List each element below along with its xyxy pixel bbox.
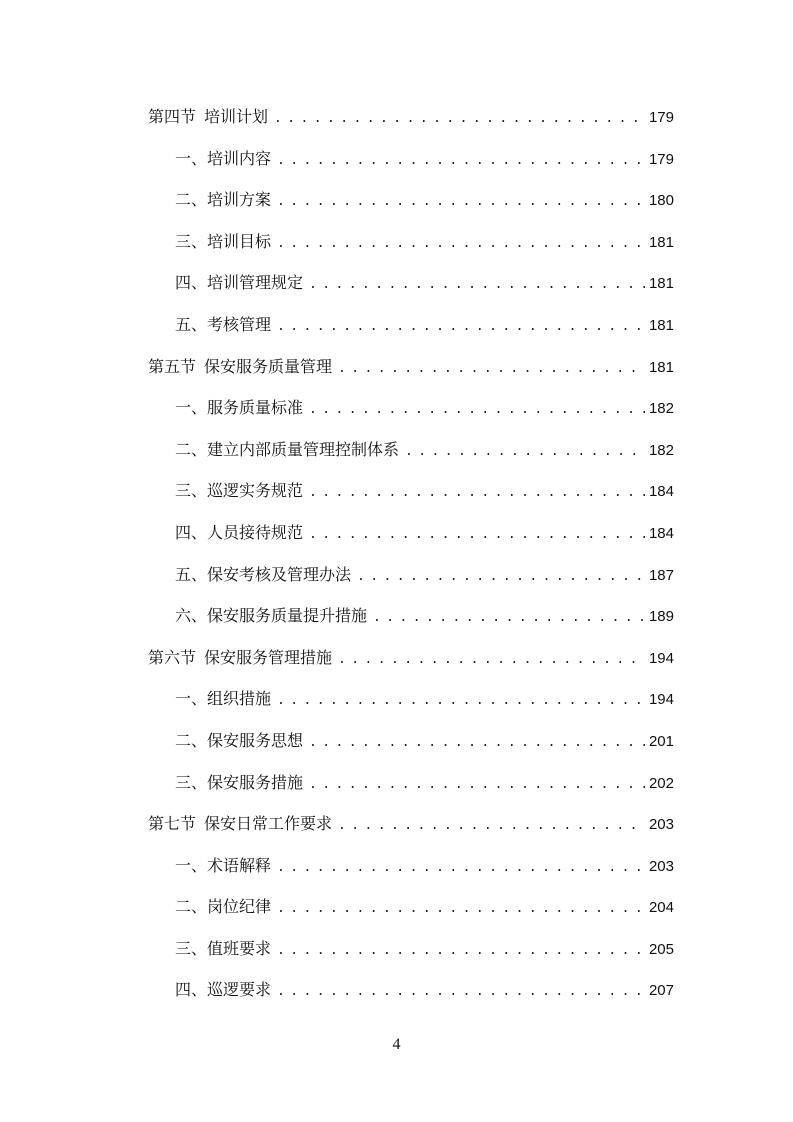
toc-subsection-row[interactable] (148, 886, 674, 928)
toc-dot-leader (309, 389, 645, 431)
toc-entry-title: 培训管理规定 (207, 273, 304, 293)
toc-subsection-row[interactable] (148, 221, 674, 263)
toc-subsection-row[interactable] (148, 262, 674, 304)
toc-entry-number: 四、 (175, 980, 208, 1000)
toc-entry-label (175, 762, 303, 804)
toc-dot-leader (357, 556, 645, 598)
toc-entry-label (175, 845, 271, 887)
toc-subsection-row[interactable] (148, 762, 674, 804)
toc-entry-number: 三、 (175, 231, 208, 251)
toc-entry-number: 二、 (175, 730, 208, 750)
toc-entry-label (175, 678, 271, 720)
toc-entry-title: 保安服务质量管理 (204, 356, 333, 376)
toc-entry-title: 服务质量标准 (207, 398, 304, 418)
toc-entry-title: 保安服务措施 (207, 772, 304, 792)
toc-subsection-row[interactable] (148, 138, 674, 180)
toc-entry-label (175, 595, 367, 637)
toc-dot-leader (277, 971, 645, 1013)
toc-subsection-row[interactable] (148, 595, 674, 637)
toc-entry-number: 一、 (175, 689, 208, 709)
toc-entry-number: 第七节 (148, 814, 197, 834)
toc-entry-label (175, 512, 303, 554)
toc-entry-title: 保安服务质量提升措施 (207, 606, 368, 626)
toc-entry-label (175, 221, 271, 263)
toc-entry-label (175, 179, 271, 221)
toc-entry-label (175, 138, 271, 180)
table-of-contents (148, 96, 674, 1011)
toc-dot-leader (309, 264, 645, 306)
toc-page-number: 201 (648, 732, 674, 750)
toc-page-number: 181 (648, 358, 674, 376)
toc-section-row[interactable] (148, 637, 674, 679)
toc-page-number: 184 (648, 483, 674, 501)
toc-page-number: 182 (648, 400, 674, 418)
toc-dot-leader (277, 140, 645, 182)
toc-entry-title: 考核管理 (207, 314, 272, 334)
toc-entry-label (175, 554, 351, 596)
toc-page-number: 180 (648, 192, 674, 210)
toc-entry-number: 四、 (175, 522, 208, 542)
toc-entry-label (175, 886, 271, 928)
toc-entry-label (148, 637, 332, 679)
toc-entry-title: 建立内部质量管理控制体系 (207, 439, 400, 459)
toc-subsection-row[interactable] (148, 554, 674, 596)
toc-subsection-row[interactable] (148, 429, 674, 471)
toc-page-number: 181 (648, 316, 674, 334)
toc-subsection-row[interactable] (148, 969, 674, 1011)
toc-entry-title: 巡逻要求 (207, 980, 272, 1000)
toc-dot-leader (309, 764, 645, 806)
toc-entry-number: 一、 (175, 398, 208, 418)
toc-entry-label (175, 304, 271, 346)
toc-entry-label (175, 470, 303, 512)
toc-section-row[interactable] (148, 96, 674, 138)
toc-dot-leader (309, 472, 645, 514)
toc-entry-title: 人员接待规范 (207, 522, 304, 542)
toc-entry-number: 第六节 (148, 647, 197, 667)
toc-dot-leader (338, 639, 645, 681)
toc-entry-number: 三、 (175, 772, 208, 792)
toc-entry-title: 组织措施 (207, 689, 272, 709)
toc-entry-label (175, 429, 399, 471)
toc-entry-label (175, 387, 303, 429)
toc-section-row[interactable] (148, 803, 674, 845)
toc-page-number: 181 (648, 275, 674, 293)
toc-entry-number: 一、 (175, 148, 208, 168)
toc-entry-number: 五、 (175, 314, 208, 334)
toc-subsection-row[interactable] (148, 845, 674, 887)
toc-entry-number: 三、 (175, 481, 208, 501)
toc-dot-leader (277, 223, 645, 265)
toc-dot-leader (274, 98, 645, 140)
toc-dot-leader (309, 514, 645, 556)
toc-entry-label (148, 96, 268, 138)
toc-subsection-row[interactable] (148, 928, 674, 970)
toc-page-number: 207 (648, 982, 674, 1000)
toc-subsection-row[interactable] (148, 720, 674, 762)
toc-page-number: 181 (648, 233, 674, 251)
toc-page-number: 194 (648, 691, 674, 709)
toc-page-number: 179 (648, 150, 674, 168)
toc-subsection-row[interactable] (148, 304, 674, 346)
toc-entry-label (175, 262, 303, 304)
toc-dot-leader (338, 805, 645, 847)
toc-entry-title: 培训目标 (207, 231, 272, 251)
toc-page-number: 203 (648, 816, 674, 834)
toc-dot-leader (277, 847, 645, 889)
toc-page-number: 205 (648, 940, 674, 958)
toc-entry-number: 六、 (175, 606, 208, 626)
toc-entry-title: 培训方案 (207, 190, 272, 210)
toc-entry-label (175, 969, 271, 1011)
toc-entry-title: 保安考核及管理办法 (207, 564, 352, 584)
toc-entry-label (175, 928, 271, 970)
toc-entry-label (148, 346, 332, 388)
page-number: 4 (392, 1036, 401, 1053)
toc-page-number: 184 (648, 524, 674, 542)
toc-dot-leader (405, 431, 645, 473)
toc-entry-number: 三、 (175, 938, 208, 958)
toc-entry-title: 保安服务管理措施 (204, 647, 333, 667)
toc-page-number: 194 (648, 649, 674, 667)
toc-entry-title: 岗位纪律 (207, 897, 272, 917)
toc-entry-title: 术语解释 (207, 855, 272, 875)
toc-dot-leader (277, 930, 645, 972)
toc-subsection-row[interactable] (148, 179, 674, 221)
toc-page-number: 179 (648, 109, 674, 126)
toc-subsection-row[interactable] (148, 512, 674, 554)
toc-page-number: 202 (648, 774, 674, 792)
toc-entry-title: 保安服务思想 (207, 730, 304, 750)
toc-entry-number: 二、 (175, 190, 208, 210)
toc-entry-number: 五、 (175, 564, 208, 584)
toc-entry-number: 四、 (175, 273, 208, 293)
toc-entry-title: 培训计划 (204, 107, 269, 126)
toc-subsection-row[interactable] (148, 678, 674, 720)
toc-entry-title: 巡逻实务规范 (207, 481, 304, 501)
toc-entry-label (175, 720, 303, 762)
toc-subsection-row[interactable] (148, 470, 674, 512)
toc-dot-leader (338, 348, 645, 390)
toc-dot-leader (277, 680, 645, 722)
toc-dot-leader (277, 888, 645, 930)
toc-entry-label (148, 803, 332, 845)
toc-page-number: 187 (648, 566, 674, 584)
toc-dot-leader (277, 181, 645, 223)
toc-entry-number: 第五节 (148, 356, 197, 376)
toc-dot-leader (309, 722, 645, 764)
toc-entry-number: 二、 (175, 439, 208, 459)
toc-entry-title: 值班要求 (207, 938, 272, 958)
toc-section-row[interactable] (148, 346, 674, 388)
toc-entry-number: 二、 (175, 897, 208, 917)
toc-page-number: 182 (648, 441, 674, 459)
toc-dot-leader (373, 597, 645, 639)
toc-subsection-row[interactable] (148, 387, 674, 429)
toc-entry-title: 保安日常工作要求 (204, 814, 333, 834)
toc-entry-number: 一、 (175, 855, 208, 875)
toc-page-number: 203 (648, 857, 674, 875)
toc-dot-leader (277, 306, 645, 348)
toc-page-number: 204 (648, 899, 674, 917)
toc-entry-title: 培训内容 (207, 148, 272, 168)
toc-entry-number: 第四节 (148, 107, 197, 126)
toc-page-number: 189 (648, 608, 674, 626)
